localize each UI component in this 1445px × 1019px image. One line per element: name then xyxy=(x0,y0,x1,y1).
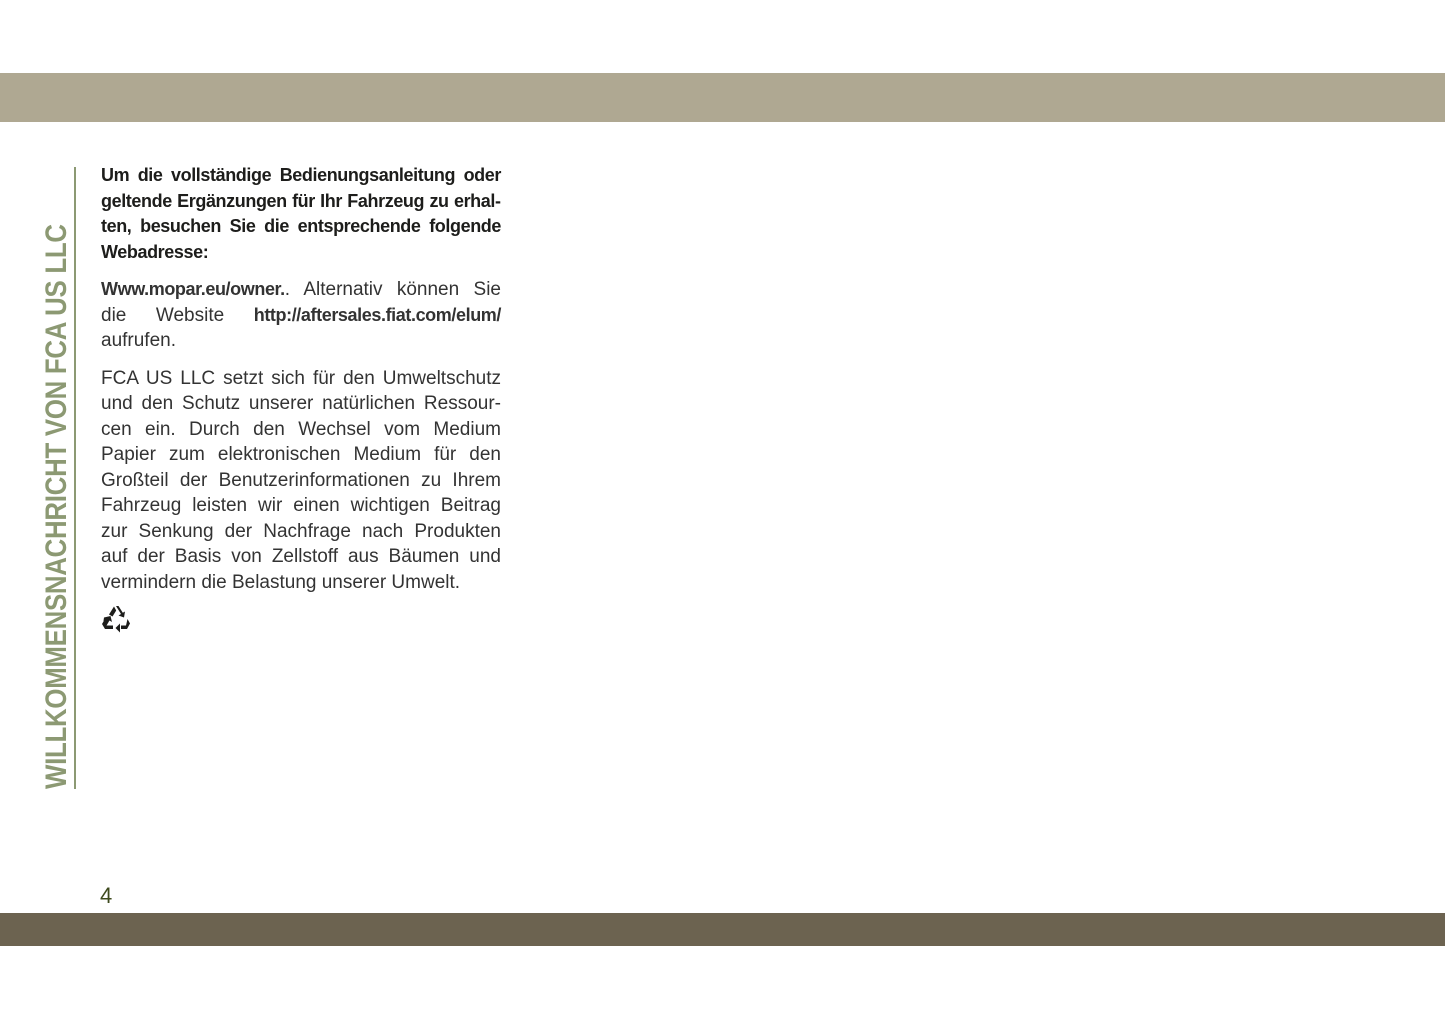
environment-paragraph: FCA US LLC setzt sich für den Umweltschutz und den Schutz unserer natürlichen Ressourcen ein. Durch den Wechsel vom Medium Papier zum elektronischen Medium für den Großteil der Benutzerinformationen zu Ihrem Fahrzeug leisten wir einen wichtigen Beitrag zur Senkung der Nachfrage nach Produkten auf der Basis von Zellstoff aus Bäumen und vermindern die Belastung unserer Umwelt. xyxy=(101,367,501,593)
recycle-icon xyxy=(101,605,131,633)
footer-band xyxy=(0,913,1445,946)
main-content xyxy=(101,163,501,633)
intro-paragraph: Um die vollständige Bedienungsanleitung oder geltende Ergänzungen für Ihr Fahrzeug zu erhalten, besuchen Sie die entsprechende folgende Webadresse: xyxy=(101,165,501,262)
section-title-text: WILLKOMMENSNACHRICHT VON FCA US LLC xyxy=(40,224,73,789)
links-text: . Alternativ können Sie die Website xyxy=(101,279,501,326)
section-title-container xyxy=(40,167,76,789)
links-paragraph xyxy=(101,277,501,354)
section-title xyxy=(40,167,76,789)
mopar-link[interactable]: Www.mopar.eu/owner. xyxy=(101,279,285,299)
links-text-end: aufrufen. xyxy=(101,330,176,351)
aftersales-link[interactable]: http://aftersales.fiat.com/elum/ xyxy=(253,304,501,325)
page-number: 4 xyxy=(100,883,113,908)
header-band xyxy=(0,73,1445,122)
